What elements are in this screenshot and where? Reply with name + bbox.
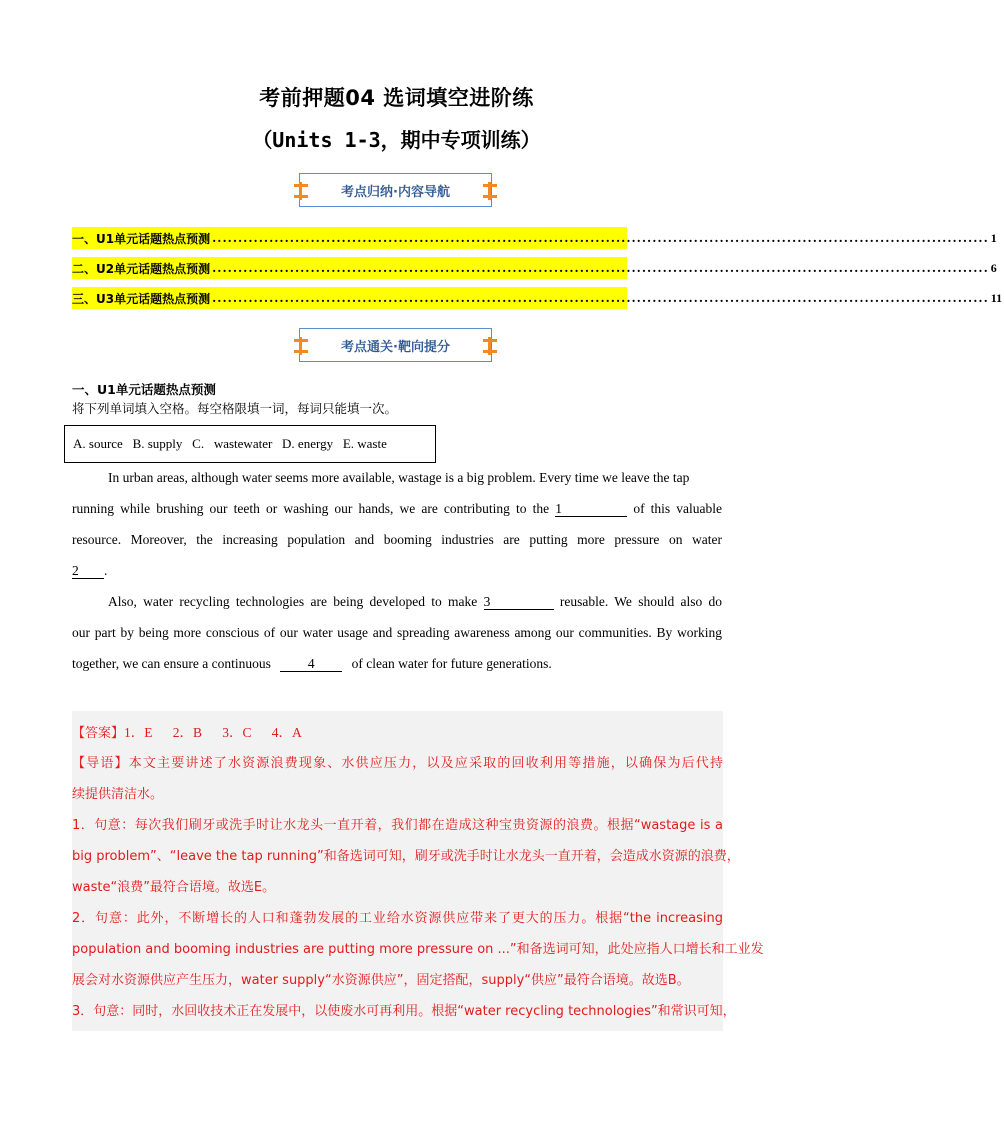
explanation-line: big problem”、“leave the tap running”和备选词可知，刷牙或洗手时让水龙头一直开着，会造成水资源的浪费，: [72, 849, 740, 864]
badge-decoration-icon: [294, 337, 308, 355]
toc-entry-label: 二、U2单元话题热点预测: [72, 261, 211, 276]
passage-line: resource. Moreover, the increasing population and booming industries are putting more pressure on water: [72, 532, 722, 547]
badge-decoration-icon: [483, 337, 497, 355]
guide-text: 本文主要讲述了水资源浪费现象、水供应压力，以及应采取的回收利用等措施，以确保为后代持: [128, 756, 723, 771]
explanation-line: 3．句意：同时，水回收技术正在发展中，以使废水可再利用。根据“water recycling technologies”和常识可知，: [72, 1004, 736, 1019]
toc-leader-dots: ......................................................................................................................................................: [212, 231, 989, 245]
explanation-line: population and booming industries are putting more pressure on ...”和备选词可知，此处应指人口增长和工业发: [72, 942, 764, 957]
toc-entry-page: 11: [990, 290, 1003, 305]
answer-values: 1．E 2．B 3．C 4．A: [124, 725, 302, 740]
toc-entry[interactable]: [72, 287, 1003, 309]
section-heading: 一、U1单元话题热点预测: [72, 382, 216, 397]
word-options-box: A. source B. supply C. wastewater D. energy E. waste: [64, 425, 436, 463]
page-title: 考前押题04 选词填空进阶练: [259, 86, 534, 110]
passage-line: [108, 594, 722, 610]
toc-entry-page: 1: [990, 230, 997, 245]
blank-2: 2: [72, 564, 104, 579]
blank-3: 3: [484, 595, 554, 610]
explanation-line: 1．句意：每次我们刷牙或洗手时让水龙头一直开着，我们都在造成这种宝贵资源的浪费。根据“wastage is a: [72, 818, 723, 833]
passage-text: reusable. We should also do: [559, 594, 723, 609]
passage-text: of this valuable: [633, 501, 723, 516]
practice-nav-badge: [299, 328, 492, 362]
toc-entry-page: 6: [990, 260, 997, 275]
answer-line: [72, 721, 302, 741]
guide-tag: 【导语】: [72, 756, 129, 771]
passage-line: In urban areas, although water seems more available, wastage is a big problem. Every time we leave the tap: [108, 470, 690, 485]
section-instruction: 将下列单词填入空格。每空格限填一词，每词只能填一次。: [72, 401, 398, 416]
blank-4: 4: [280, 657, 342, 672]
passage-line: [72, 501, 722, 517]
passage-line: [72, 656, 552, 672]
explanation-line: 展会对水资源供应产生压力，water supply“水资源供应”，固定搭配，supply“供应”最符合语境。故选B。: [72, 973, 690, 988]
answer-tag: 【答案】: [72, 726, 125, 741]
passage-text: .: [104, 563, 108, 578]
passage-text: Also, water recycling technologies are being developed to make: [108, 594, 478, 609]
passage-line: [72, 563, 107, 579]
badge-label: 考点归纳·内容导航: [341, 184, 450, 200]
badge-label: 考点通关·靶向提分: [341, 339, 450, 355]
toc-entry-label: 一、U1单元话题热点预测: [72, 231, 211, 246]
toc-leader-dots: ......................................................................................................................................................: [212, 291, 989, 305]
guide-line: [72, 752, 723, 771]
page-subtitle: （Units 1-3，期中专项训练）: [252, 128, 541, 152]
content-nav-badge: [299, 173, 492, 207]
toc-entry-label: 三、U3单元话题热点预测: [72, 291, 211, 306]
toc-entry[interactable]: [72, 257, 997, 279]
badge-decoration-icon: [294, 182, 308, 200]
guide-line: 续提供清洁水。: [72, 787, 164, 802]
toc-leader-dots: ......................................................................................................................................................: [212, 261, 989, 275]
badge-decoration-icon: [483, 182, 497, 200]
toc-entry[interactable]: [72, 227, 997, 249]
explanation-line: 2．句意：此外，不断增长的人口和蓬勃发展的工业给水资源供应带来了更大的压力。根据“the increasing: [72, 911, 723, 926]
blank-1: 1: [555, 502, 627, 517]
answer-explanation-box: [72, 711, 764, 1031]
passage-text: running while brushing our teeth or washing our hands, we are contributing to the: [72, 501, 550, 516]
passage-text: of clean water for future generations.: [351, 656, 552, 671]
passage-text: together, we can ensure a continuous: [72, 656, 271, 671]
explanation-line: waste“浪费”最符合语境。故选E。: [72, 880, 276, 895]
passage-line: our part by being more conscious of our water usage and spreading awareness among our communities. By working: [72, 625, 722, 640]
